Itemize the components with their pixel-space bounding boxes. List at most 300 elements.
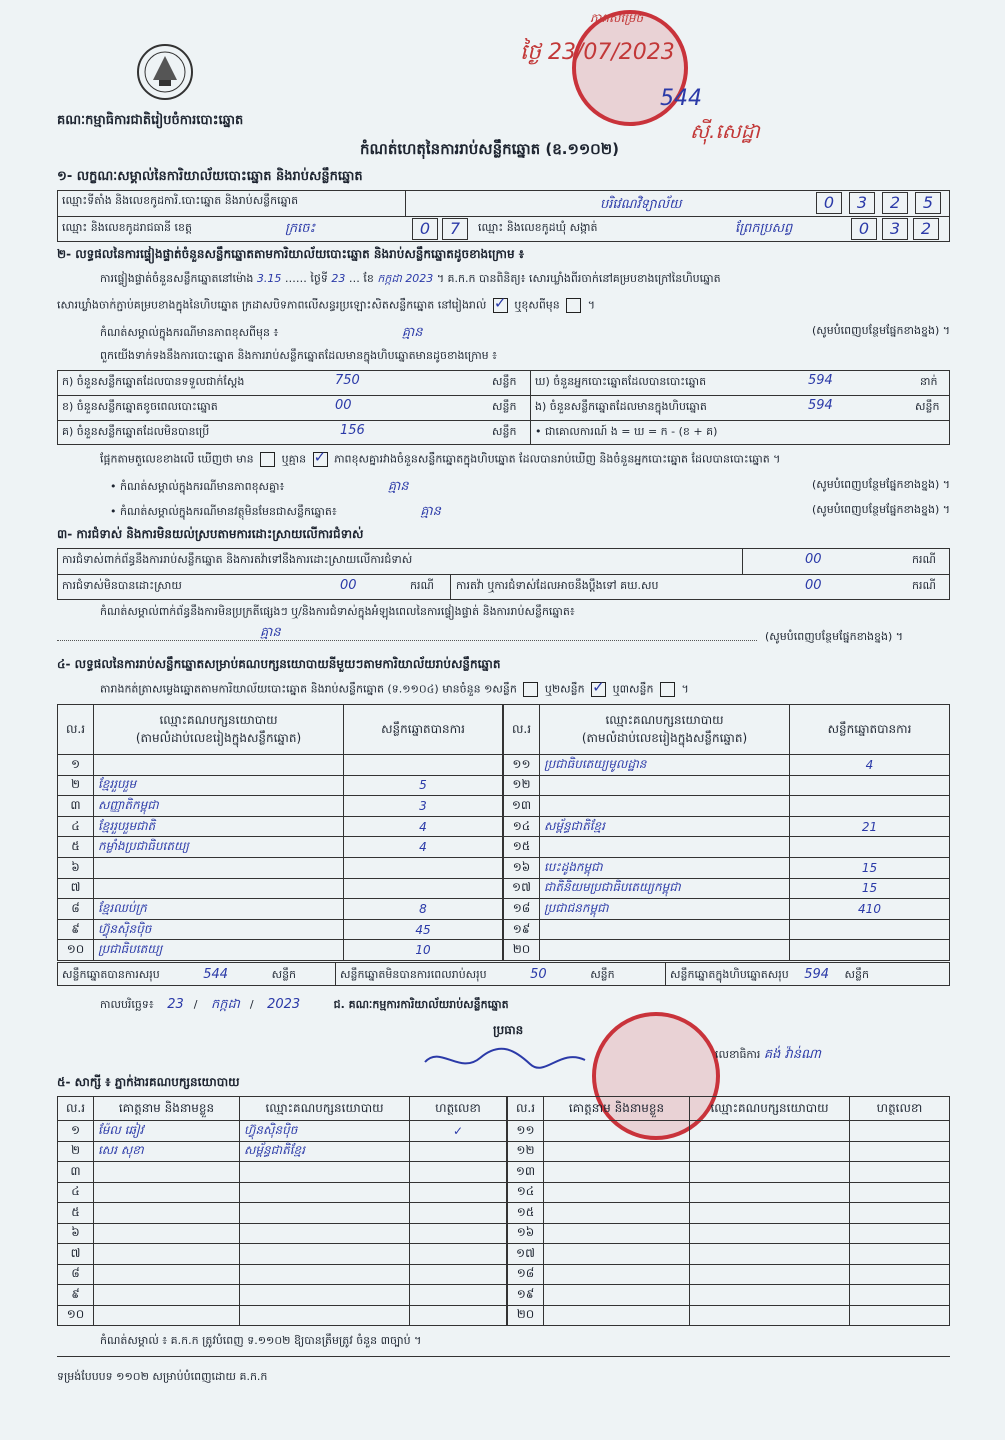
col-name-header: គោត្តនាម និងនាមខ្លួន: [544, 1097, 690, 1121]
note-label: កំណត់សម្គាល់ក្នុងករណីមានភាពខុសពីមុន ៖: [100, 326, 279, 339]
table-intro: ពួកយើងទាក់ទងនឹងការបោះឆ្នោត និងការរាប់សន្លឹកឆ្នោតដែលមានក្នុងហិបឆ្នោតមានដូចខាងក្រោម ៖: [100, 349, 497, 362]
diff-no-checkbox[interactable]: [313, 452, 328, 467]
witness-name: [94, 1182, 240, 1203]
party-name: [94, 755, 344, 776]
date-month: កក្កដា: [210, 997, 240, 1012]
table-row: [508, 1121, 950, 1142]
secretary-line: [715, 1046, 821, 1065]
intact-checkbox[interactable]: [493, 298, 508, 313]
party-name: ខ្មែររួបរួមជាតិ: [94, 816, 344, 837]
note-value: គ្មាន: [401, 325, 423, 340]
witness-party: [690, 1305, 850, 1326]
table-row: [58, 1244, 507, 1265]
note-hint: (សូមបំពេញបន្ថែមផ្នែកខាងខ្នង) ។: [811, 324, 950, 337]
witness-name: [94, 1244, 240, 1265]
table-row: [58, 1121, 507, 1142]
count-d-value: 594: [808, 373, 833, 388]
bullet2-line: [110, 503, 950, 522]
party-votes: 10: [344, 940, 503, 961]
table-row: [58, 755, 503, 776]
total-invalid-value: 50: [530, 967, 547, 982]
footnote: កំណត់សម្គាល់ ៖ គ.ក.ក ត្រូវបំពេញ ទ.១១០២ ឱ្យបានត្រឹមត្រូវ ចំនួន ៣ច្បាប់ ។: [100, 1334, 422, 1347]
row-number: ៤: [58, 1182, 94, 1203]
row-number: ១៧: [504, 878, 540, 899]
party-votes: 15: [790, 857, 950, 878]
row-number: ១៦: [508, 1223, 544, 1244]
count-c-value: 156: [340, 423, 365, 438]
table-row: [58, 1203, 507, 1224]
witness-signature: [410, 1244, 507, 1265]
committee-label: គណៈកម្មាធិការជាតិរៀបចំការបោះឆ្នោត: [57, 113, 244, 128]
witness-signature: [410, 1162, 507, 1183]
party-name: ខ្មែររួបរួម: [94, 775, 344, 796]
witness-signature: [410, 1305, 507, 1326]
total-valid-line: [62, 967, 296, 984]
row-number: ១៨: [504, 899, 540, 920]
party-votes: [790, 940, 950, 961]
party-votes: [344, 857, 503, 878]
row-number: ១៤: [504, 816, 540, 837]
signoff-text: ជ. គណៈកម្មការការិយាល័យរាប់សន្លឹកឆ្នោត: [333, 998, 509, 1011]
bullet2-hint: (សូមបំពេញបន្ថែមផ្នែកខាងខ្នង) ។: [811, 503, 950, 516]
bullet1-label: • កំណត់សម្គាល់ក្នុងករណីមានភាពខុសគ្នា៖: [110, 480, 285, 493]
province-code-digit: 7: [442, 218, 468, 240]
table-row: [504, 796, 950, 817]
table-row: [508, 1182, 950, 1203]
party-name: [540, 837, 790, 858]
date-day: 23: [167, 997, 184, 1012]
col-party-title: ឈ្មោះគណបក្សនយោបាយ: [159, 712, 278, 727]
row-number: ១៥: [504, 837, 540, 858]
formula-note: • ជាគោលការណ៍ ង = ឃ = ក - (ខ + គ): [535, 425, 718, 438]
witness-party: [690, 1203, 850, 1224]
verify-line-2: សោរឃ្លាំងចាក់ភ្ជាប់គម្របខាងក្នុងនៃហិបឆ្នោត ក្រដាសបិទភាពលើសន្ធរប្រឡោះសិតសន្លឹកឆ្នោត នៅរៀងរាល់ ✓ ឬខុសពីមុន ។: [57, 298, 595, 315]
count-a-unit: សន្លឹក: [492, 375, 517, 388]
row-number: ៧: [58, 878, 94, 899]
table-row: [58, 1264, 507, 1285]
table-row: [58, 1182, 507, 1203]
col-no-header: ល.រ: [58, 1097, 94, 1121]
compare-text-b: ឬគ្មាន: [281, 452, 307, 466]
witness-name: [94, 1203, 240, 1224]
witness-name: [94, 1264, 240, 1285]
row-number: ១១: [508, 1121, 544, 1142]
witness-name: [94, 1162, 240, 1183]
row-number: ១១: [504, 755, 540, 776]
witness-signature: [410, 1285, 507, 1306]
row-number: ៥: [58, 837, 94, 858]
province-code-digit: 0: [412, 218, 438, 240]
col-sign-header: ហត្ថលេខា: [410, 1097, 507, 1121]
diff-yes-checkbox[interactable]: [260, 452, 275, 467]
row-number: ១៥: [508, 1203, 544, 1224]
witness-party: [690, 1121, 850, 1142]
witness-signature: [410, 1182, 507, 1203]
table-row: [58, 796, 503, 817]
party-votes: 410: [790, 899, 950, 920]
bullet2-label: • កំណត់សម្គាល់ក្នុងករណីមានវត្ថុមិនមែនជាសន្លឹកឆ្នោត៖: [110, 505, 337, 518]
sheets-text-b: ឬ២សន្លឹក: [544, 682, 585, 696]
secretary-label: លេខាធិការ: [715, 1048, 761, 1061]
row-number: ១៦: [504, 857, 540, 878]
count-e-unit: សន្លឹក: [915, 400, 940, 413]
table-row: [58, 1141, 507, 1162]
table-row: [58, 878, 503, 899]
bullet1-hint: (សូមបំពេញបន្ថែមផ្នែកខាងខ្នង) ។: [811, 478, 950, 491]
row-number: ៦: [58, 857, 94, 878]
witness-name: [544, 1141, 690, 1162]
witness-signature: [850, 1182, 950, 1203]
party-votes: 8: [344, 899, 503, 920]
col-no-header: ល.រ: [504, 705, 540, 755]
row-number: ១០: [58, 1305, 94, 1326]
location-code-digit: 2: [882, 192, 908, 214]
witness-signature: [850, 1305, 950, 1326]
chair-label: ប្រធាន: [493, 1023, 524, 1037]
party-name: [94, 857, 344, 878]
row-number: ៨: [58, 899, 94, 920]
objection-value: 00: [805, 552, 822, 567]
table-row: [504, 837, 950, 858]
section3-title: ៣- ការជំទាស់ និងការមិនយល់ស្របតាមការដោះស្រាយលើការជំទាស់: [57, 527, 364, 541]
table-row: [508, 1285, 950, 1306]
witness-party: [240, 1203, 410, 1224]
province-value: ក្រចេះ: [285, 221, 316, 236]
row-number: ២០: [504, 940, 540, 961]
party-name: [540, 940, 790, 961]
witness-party: [240, 1162, 410, 1183]
party-votes: [790, 919, 950, 940]
witness-name: [544, 1162, 690, 1183]
section1-title: ១- លក្ខណៈសម្គាល់នៃការិយាល័យបោះឆ្នោត និងរាប់សន្លឹកឆ្នោត: [57, 169, 363, 184]
table-row: [508, 1141, 950, 1162]
party-name: ហ៊្វុនស៊ិនប៉ិច: [94, 919, 344, 940]
unresolved-unit: ករណី: [410, 579, 434, 592]
compare-text-a: ផ្អែកតាមតួលេខខាងលើ ឃើញថា មាន: [100, 452, 254, 466]
verify-year: 2023: [405, 272, 434, 285]
sheets-text-c: ឬ៣សន្លឹក: [612, 682, 654, 696]
witness-signature: [850, 1121, 950, 1142]
appeal-value: 00: [805, 578, 822, 593]
witness-name: [94, 1223, 240, 1244]
table-row: [58, 1162, 507, 1183]
total-box-line: [670, 967, 869, 984]
stamp-date-handwriting: ថ្ងៃ 23/07/2023: [520, 40, 675, 65]
results-table-right: [503, 704, 950, 961]
witness-signature: [850, 1203, 950, 1224]
witness-signature: [850, 1162, 950, 1183]
count-c-unit: សន្លឹក: [492, 425, 517, 438]
date-line: កាលបរិច្ឆេទ៖ 23 / កក្កដា / 2023 ជ. គណៈកម្មការការិយាល័យរាប់សន្លឹកឆ្នោត: [100, 997, 509, 1012]
count-b-label: ខ) ចំនួនសន្លឹកឆ្នោតខូចពេលបោះឆ្នោត: [62, 400, 218, 413]
irregularity-hint: (សូមបំពេញបន្ថែមផ្នែកខាងខ្នង) ។: [765, 630, 904, 643]
party-votes: [344, 755, 503, 776]
table-row: [58, 899, 503, 920]
changed-text: ឬខុសពីមុន: [514, 298, 560, 312]
witness-party: [240, 1244, 410, 1265]
witness-signature: [850, 1264, 950, 1285]
verify-line: ការផ្ទៀងផ្ទាត់ចំនួនសន្លឹកឆ្នោតនៅម៉ោង 3.15 …… ថ្ងៃទី 23 … ខែ កក្កដា 2023 ។ គ.ក.ក បានពិនិត្យ៖ សោរឃ្លាំងពីរចាក់នៅគម្របខាងក្រៅនៃហិបឆ្នោត: [100, 272, 721, 285]
witness-signature: [850, 1285, 950, 1306]
unresolved-label: ការជំទាស់មិនបានដោះស្រាយ: [62, 579, 182, 592]
note-line: [100, 324, 950, 343]
table-row: [504, 940, 950, 961]
witness-party: [690, 1285, 850, 1306]
witness-party: [240, 1182, 410, 1203]
total-invalid-unit: សន្លឹក: [590, 968, 615, 981]
party-name: ប្រជាជនកម្ពុជា: [540, 899, 790, 920]
party-name: [540, 919, 790, 940]
total-invalid-label: សន្លឹកឆ្នោតមិនបានការពេលរាប់សរុប: [340, 968, 487, 981]
objection-label: ការជំទាស់ពាក់ព័ន្ធនឹងការរាប់សន្លឹកឆ្នោត និងការតវ៉ាទៅនឹងការដោះស្រាយលើការជំទាស់: [62, 553, 413, 566]
three-sheets-checkbox[interactable]: [660, 682, 675, 697]
witness-signature: [410, 1223, 507, 1244]
table-row: [58, 775, 503, 796]
date-label: កាលបរិច្ឆេទ៖: [100, 998, 154, 1011]
table-row: [508, 1223, 950, 1244]
row-number: ១៩: [508, 1285, 544, 1306]
row-number: ២: [58, 775, 94, 796]
witness-name: [544, 1285, 690, 1306]
form-title: កំណត់ហេតុនៃការរាប់សន្លឹកឆ្នោត (ឧ.១១០២): [360, 140, 620, 158]
total-box-unit: សន្លឹក: [844, 968, 869, 981]
one-sheet-checkbox[interactable]: [523, 682, 538, 697]
row-number: ១៧: [508, 1244, 544, 1265]
witness-name: [544, 1121, 690, 1142]
party-votes: [790, 775, 950, 796]
party-name: សម្ព័ន្ធជាតិខ្មែរ: [540, 816, 790, 837]
count-b-value: 00: [335, 398, 352, 413]
witness-signature: [850, 1141, 950, 1162]
row-number: ១២: [508, 1141, 544, 1162]
appeal-label: ការតវ៉ា ឬការជំទាស់ដែលអាចនឹងប្តឹងទៅ គឃ.សប: [456, 579, 659, 592]
col-party-sub: (តាមលំដាប់លេខរៀងក្នុងសន្លឹកឆ្នោត): [135, 730, 302, 745]
witness-table-left: [57, 1096, 507, 1326]
row-number: ៥: [58, 1203, 94, 1224]
row-number: ១៣: [504, 796, 540, 817]
table-row: [58, 837, 503, 858]
location-code-digit: 3: [849, 192, 875, 214]
witness-party: [240, 1285, 410, 1306]
row-number: ១៤: [508, 1182, 544, 1203]
commune-value: ព្រែកប្រសព្វ: [735, 221, 793, 236]
party-name: បេះដូងកម្ពុជា: [540, 857, 790, 878]
col-name-header: គោត្តនាម និងនាមខ្លួន: [94, 1097, 240, 1121]
col-party-sub: (តាមលំដាប់លេខរៀងក្នុងសន្លឹកឆ្នោត): [581, 730, 748, 745]
row-number: ១៣: [508, 1162, 544, 1183]
party-name: ជាតិនិយមប្រជាធិបតេយ្យកម្ពុជា: [540, 878, 790, 899]
total-invalid-line: [340, 967, 615, 984]
witness-name: [544, 1203, 690, 1224]
row-number: ១២: [504, 775, 540, 796]
party-votes: 21: [790, 816, 950, 837]
sheets-text-a: តារាងកត់ត្រាសម្លេងឆ្នោតតាមការិយាល័យបោះឆ្នោត និងរាប់សន្លឹកឆ្នោត (ទ.១១០៤) មានចំនួន ១សន្លឹក: [100, 682, 517, 696]
witness-party: [240, 1305, 410, 1326]
location-code-digit: 0: [816, 192, 842, 214]
witness-party: [690, 1162, 850, 1183]
count-a-value: 750: [335, 373, 360, 388]
row-number: ១០: [58, 940, 94, 961]
party-name: [540, 796, 790, 817]
table-row: [504, 857, 950, 878]
table-row: [58, 857, 503, 878]
verify-text-d: ។ គ.ក.ក បានពិនិត្យ៖ សោរឃ្លាំងពីរចាក់នៅគម្របខាងក្រៅនៃហិបឆ្នោត: [436, 272, 721, 285]
table-row: [504, 775, 950, 796]
verify-time: 3.15: [256, 272, 282, 285]
verify-text-b: ថ្ងៃទី: [310, 272, 328, 285]
col-votes-header: សន្លឹកឆ្នោតបានការ: [790, 705, 950, 755]
table-row: [508, 1244, 950, 1265]
table-row: [58, 1223, 507, 1244]
party-votes: [790, 796, 950, 817]
row-number: ៩: [58, 1285, 94, 1306]
chair-signature: [420, 1040, 590, 1080]
verify-text-2: សោរឃ្លាំងចាក់ភ្ជាប់គម្របខាងក្នុងនៃហិបឆ្នោត ក្រដាសបិទភាពលើសន្ធរប្រឡោះសិតសន្លឹកឆ្នោត នៅរៀងរាល់: [57, 298, 487, 312]
date-year: 2023: [267, 997, 301, 1012]
witness-party: សម្ព័ន្ធជាតិខ្មែរ: [240, 1141, 410, 1162]
col-sign-header: ហត្ថលេខា: [850, 1097, 950, 1121]
party-votes: 3: [344, 796, 503, 817]
witness-name: [94, 1305, 240, 1326]
table-row: [58, 1305, 507, 1326]
row-number: ១: [58, 1121, 94, 1142]
witness-signature: ✓: [410, 1121, 507, 1142]
witness-party: [690, 1223, 850, 1244]
form-note: ទម្រង់បែបបទ ១១០២ សម្រាប់បំពេញដោយ គ.ក.ក: [57, 1370, 268, 1383]
two-sheets-checkbox[interactable]: [591, 682, 606, 697]
table-row: [58, 919, 503, 940]
count-d-label: ឃ) ចំនួនអ្នកបោះឆ្នោតដែលបានបោះឆ្នោត: [535, 375, 707, 388]
table-row: [508, 1162, 950, 1183]
compare-line: [100, 452, 780, 469]
compare-text-c: ភាពខុសគ្នារវាងចំនួនសន្លឹកឆ្នោតក្នុងហិបឆ្នោត ដែលបានរាប់ឃើញ និងចំនួនអ្នកបោះឆ្នោត ដែលបានបោះឆ្នោត ។: [334, 452, 781, 466]
party-votes: 45: [344, 919, 503, 940]
party-votes: [790, 837, 950, 858]
party-name: ខ្មែរឈប់ក្រ: [94, 899, 344, 920]
table-row: [58, 816, 503, 837]
row-number: ៣: [58, 796, 94, 817]
secretary-value: គង់ វ៉ាន់ណា: [763, 1047, 822, 1062]
table-row: [504, 755, 950, 776]
witness-table-right: [507, 1096, 950, 1326]
witness-signature: [410, 1141, 507, 1162]
table-row: [504, 816, 950, 837]
count-e-value: 594: [808, 398, 833, 413]
col-no-header: ល.រ: [508, 1097, 544, 1121]
appeal-unit: ករណី: [912, 579, 936, 592]
row-number: ៣: [58, 1162, 94, 1183]
witness-party: [240, 1264, 410, 1285]
row-number: ២: [58, 1141, 94, 1162]
witness-name: [544, 1182, 690, 1203]
party-votes: 4: [344, 816, 503, 837]
verify-day: 23: [331, 272, 346, 285]
witness-signature: [850, 1223, 950, 1244]
bullet1-line: [110, 478, 950, 497]
irregularity-value: គ្មាន: [260, 625, 281, 640]
commune-code-digit: 2: [913, 218, 939, 240]
verify-text-c: ខែ: [363, 272, 374, 285]
row-number: ៨: [58, 1264, 94, 1285]
table-row: [504, 899, 950, 920]
row-number: ៧: [58, 1244, 94, 1265]
top-stamp-word: ភាគសម្រេច: [590, 11, 644, 25]
table-row: [508, 1305, 950, 1326]
total-valid-label: សន្លឹកឆ្នោតបានការសរុប: [62, 968, 160, 981]
witness-name: [544, 1305, 690, 1326]
party-votes: [344, 878, 503, 899]
row-number: ៦: [58, 1223, 94, 1244]
table-row: [58, 940, 503, 961]
bullet1-value: គ្មាន: [387, 479, 409, 494]
witness-party: [690, 1182, 850, 1203]
table-row: [508, 1203, 950, 1224]
witness-signature: [410, 1264, 507, 1285]
total-valid-unit: សន្លឹក: [271, 968, 297, 981]
table-row: [504, 919, 950, 940]
count-a-label: ក) ចំនួនសន្លឹកឆ្នោតដែលបានទទួលជាក់ស្តែង: [62, 375, 245, 388]
party-name: [540, 775, 790, 796]
witness-name: ម៉ែល ឆៀវ: [94, 1121, 240, 1142]
witness-signature: [410, 1203, 507, 1224]
commune-label: ឈ្មោះ និងលេខកូដឃុំ សង្កាត់: [478, 221, 598, 234]
witness-party: ហ៊្វុនស៊ិនប៉ិច: [240, 1121, 410, 1142]
commune-code-digit: 3: [882, 218, 908, 240]
stamp-note-handwriting: ស៊ី.សេដ្ឋា: [690, 119, 760, 143]
witness-party: [690, 1244, 850, 1265]
witness-name: [544, 1264, 690, 1285]
party-name: [94, 878, 344, 899]
row-number: ១៨: [508, 1264, 544, 1285]
verify-text-a: ការផ្ទៀងផ្ទាត់ចំនួនសន្លឹកឆ្នោតនៅម៉ោង: [100, 272, 254, 285]
witness-party: [690, 1264, 850, 1285]
verify-month: កក្កដា: [377, 272, 402, 285]
stamp-number-handwriting: 544: [660, 86, 702, 111]
location-value: បរិវេណវិទ្យាល័យ: [600, 197, 682, 212]
col-party-header: [540, 705, 790, 755]
table-row: [58, 1285, 507, 1306]
witness-party: [690, 1141, 850, 1162]
table-row: [508, 1264, 950, 1285]
party-name: ប្រជាធិបតេយ្យមូលដ្ឋាន: [540, 755, 790, 776]
total-valid-value: 544: [203, 967, 229, 982]
party-name: កម្លាំងប្រជាធិបតេយ្យ: [94, 837, 344, 858]
table-row: [504, 878, 950, 899]
witness-signature: [850, 1244, 950, 1265]
col-party-header: ឈ្មោះគណបក្សនយោបាយ: [690, 1097, 850, 1121]
changed-checkbox[interactable]: [566, 298, 581, 313]
party-name: សញ្ញាតិកម្ពុជា: [94, 796, 344, 817]
committee-logo: [135, 42, 195, 102]
party-votes: 5: [344, 775, 503, 796]
irregularity-note: កំណត់សម្គាល់ពាក់ព័ន្ធនឹងការមិនប្រក្រតីផ្សេងៗ ឬ/និងការជំទាស់ក្នុងអំឡុងពេលនៃការផ្ទៀងផ្ទាត់ និងការរាប់សន្លឹកឆ្នោត៖: [100, 605, 575, 618]
party-votes: 4: [790, 755, 950, 776]
col-party-title: ឈ្មោះគណបក្សនយោបាយ: [605, 712, 724, 727]
count-e-label: ង) ចំនួនសន្លឹកឆ្នោតដែលមានក្នុងហិបឆ្នោត: [535, 400, 707, 413]
party-votes: 15: [790, 878, 950, 899]
bullet2-value: គ្មាន: [420, 504, 441, 519]
row-number: ២០: [508, 1305, 544, 1326]
count-c-label: គ) ចំនួនសន្លឹកឆ្នោតដែលមិនបានប្រើ: [62, 425, 210, 438]
unresolved-value: 00: [340, 578, 357, 593]
province-label: ឈ្មោះ និងលេខកូដរាជធានី ខេត្ត: [62, 221, 192, 234]
col-votes-header: សន្លឹកឆ្នោតបានការ: [344, 705, 503, 755]
location-label: ឈ្មោះទីតាំង និងលេខកូដការិ.បោះឆ្នោត និងរាប់សន្លឹកឆ្នោត: [62, 194, 299, 207]
section4-title: ៤- លទ្ធផលនៃការរាប់សន្លឹកឆ្នោតសម្រាប់គណបក្សនយោបាយនីមួយៗតាមការិយាល័យរាប់សន្លឹកឆ្នោត: [57, 657, 501, 671]
row-number: ៩: [58, 919, 94, 940]
col-party-header: ឈ្មោះគណបក្សនយោបាយ: [240, 1097, 410, 1121]
sheets-line: តារាងកត់ត្រាសម្លេងឆ្នោតតាមការិយាល័យបោះឆ្នោត និងរាប់សន្លឹកឆ្នោត (ទ.១១០៤) មានចំនួន ១សន្លឹក ឬ២សន្លឹក ✓ ឬ៣សន្លឹក ។: [100, 682, 689, 699]
